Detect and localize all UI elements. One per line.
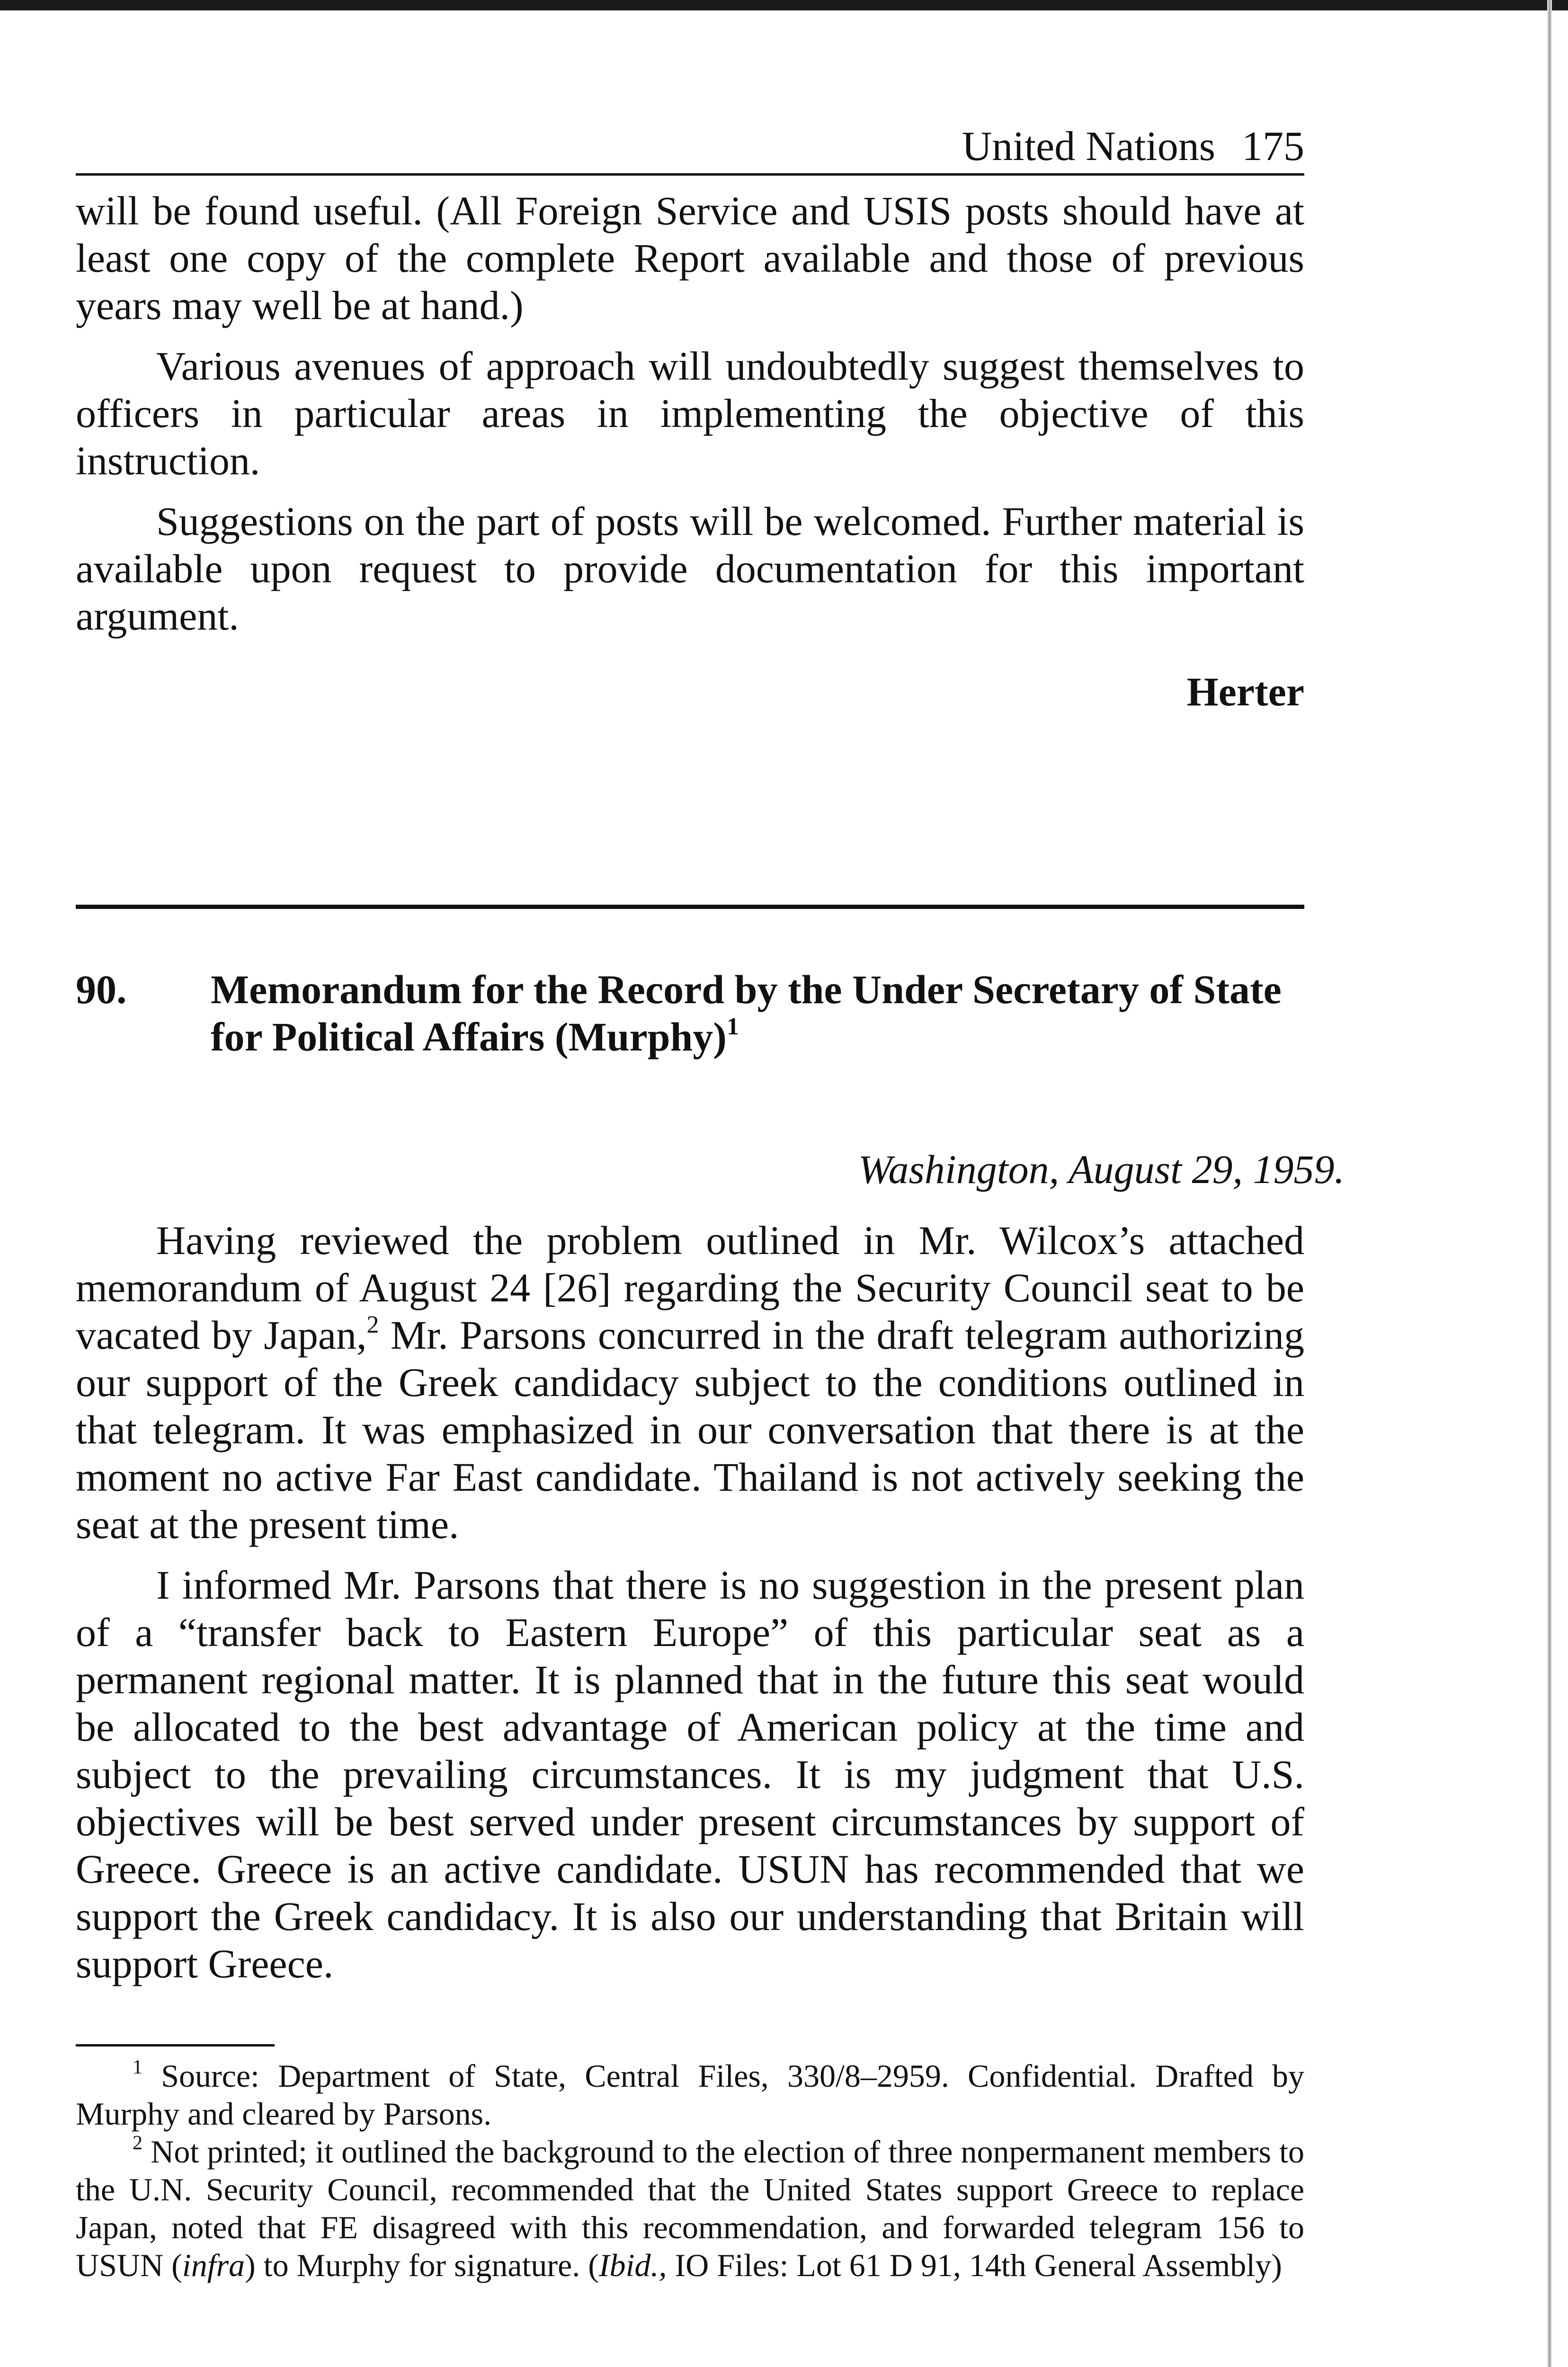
continued-paragraph-1: will be found useful. (All Foreign Service and USIS posts should have at least one copy of the complete Report available and those of previous years may well be at hand.) (76, 188, 1304, 328)
continued-paragraph-2: Various avenues of approach will undoubtedly suggest themselves to officers in particular areas in implementing the objective of this instruction. (76, 343, 1304, 483)
page-number: 175 (1242, 124, 1304, 169)
document-number: 90. (76, 967, 127, 1012)
running-head (76, 123, 1304, 176)
footnote-2-text-a: Not printed; it outlined the background to the election of three nonpermanent members to the U.N. Security Council, recommended that the United States support Greece to replace Japan, noted that FE disagreed with this recommendation, and forwarded telegram 156 to USUN ( (76, 2134, 1305, 2283)
book-page (76, 123, 1345, 2284)
document-title: Memorandum for the Record by the Under Secretary of State for Political Affairs (Murphy) (211, 967, 1282, 1059)
footnote-2-mark: 2 (133, 2132, 143, 2154)
signature-herter: Herter (1186, 669, 1304, 714)
footnote-2 (76, 2133, 1304, 2284)
scan-binding-edge (1547, 0, 1552, 2367)
footnote-ref-2: 2 (366, 1311, 379, 1339)
body-paragraph-2: I informed Mr. Parsons that there is no suggestion in the present plan of a “transfer back to Eastern Europe” of this particular seat as a permanent regional matter. It is planned that in the future this seat would be allocated to the best advantage of American policy at the time and subject to the prevailing circumstances. It is my judgment that U.S. objectives will be best served under present circumstances by support of Greece. Greece is an active candidate. USUN has recommended that we support the Greek candidacy. It is also our understanding that Britain will support Greece. (76, 1562, 1304, 1986)
footnote-2-text-c: IO Files: Lot 61 D 91, 14th General Assembly) (667, 2247, 1282, 2283)
footnote-1 (76, 2057, 1304, 2133)
footnote-1-mark: 1 (133, 2056, 143, 2079)
body-paragraph-1 (76, 1217, 1304, 1548)
footnote-ref-1: 1 (726, 1013, 739, 1041)
continued-paragraph-3: Suggestions on the part of posts will be welcomed. Further material is available upon request to provide documentation for this important argument. (76, 498, 1304, 639)
running-head-title: United Nations (962, 124, 1215, 169)
scan-border-top (0, 0, 1568, 10)
section-divider (76, 905, 1304, 909)
body-paragraph-1-part-a: Having reviewed the problem outlined in Mr. Wilcox’s attached memorandum of August 24 [26] regarding the Security Council seat to be vacated by Japan, (76, 1218, 1304, 1358)
footnote-2-ibid: Ibid., (598, 2247, 667, 2283)
document-title-block (211, 966, 1304, 1060)
dateline: Washington, August 29, 1959. (858, 1147, 1345, 1192)
footnote-2-text-b: ) to Murphy for signature. ( (245, 2247, 599, 2283)
body-paragraph-1-part-b: Mr. Parsons concurred in the draft telegram authorizing our support of the Greek candidacy subject to the conditions outlined in that telegram. It was emphasized in our conversation that there is at the moment no active Far East candidate. Thailand is not actively seeking the seat at the present time. (76, 1312, 1304, 1547)
document-heading (76, 966, 1304, 1060)
footnote-1-text: Source: Department of State, Central Files, 330/8–2959. Confidential. Drafted by Murphy and cleared by Parsons. (76, 2058, 1304, 2132)
footnote-rule (76, 2044, 275, 2047)
footnote-2-infra: infra (182, 2247, 245, 2283)
